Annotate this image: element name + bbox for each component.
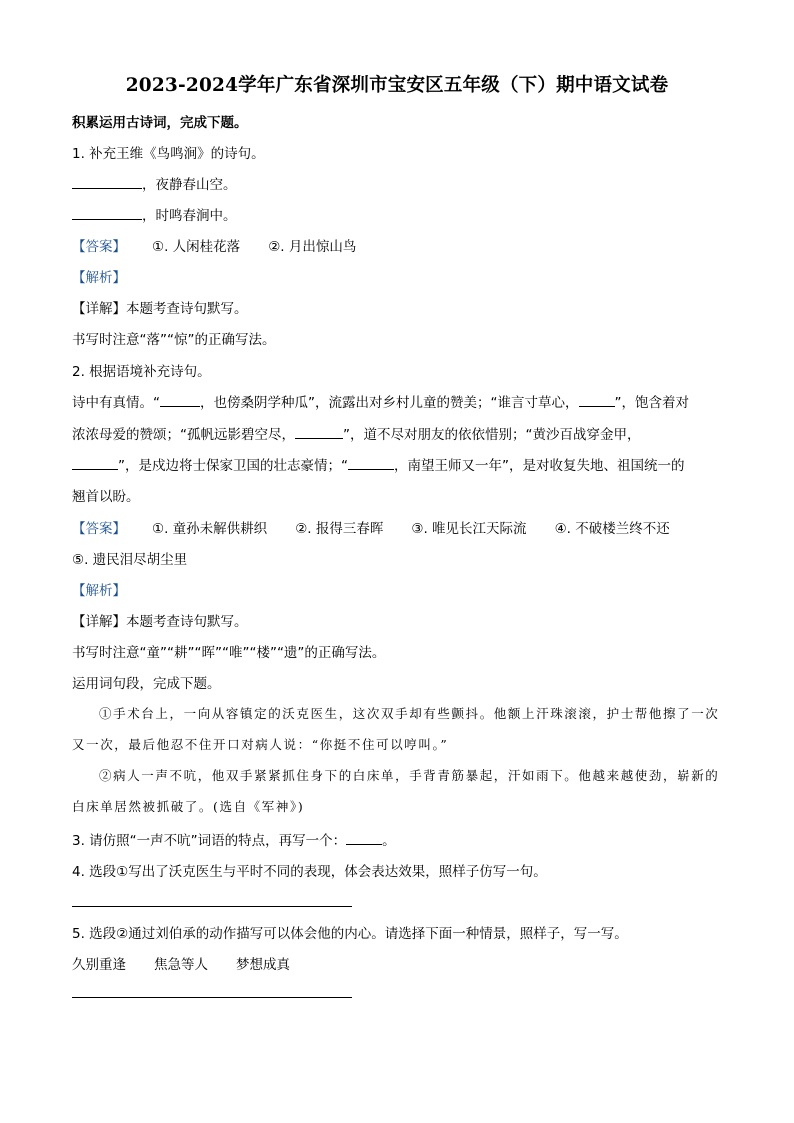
q1-answer-2: ②. 月出惊山鸟 <box>268 239 357 255</box>
q2-passage-line3 <box>72 454 685 474</box>
q2-text: ”，是戍边将士保家卫国的壮志豪情；“ <box>118 458 348 474</box>
q2-note: 书写时注意“童”“耕”“晖”“唯”“楼”“遗”的正确写法。 <box>72 645 386 661</box>
detail-tag: 【详解】 <box>72 301 126 317</box>
q4-answer-line[interactable] <box>72 906 352 907</box>
q1-answer-1: ①. 人闲桂花落 <box>152 239 241 255</box>
q3-text: 3. 请仿照“一声不吭”词语的特点，再写一个： <box>72 833 347 849</box>
q2-text: ”，道不尽对朋友的依依惜别；“黄沙百战穿金甲， <box>343 427 641 443</box>
q2-answer-5: ⑤. 遗民泪尽胡尘里 <box>72 552 188 568</box>
q1-note: 书写时注意“落”“惊”的正确写法。 <box>72 332 276 348</box>
q2-text: 浓浓母爱的赞颂；“孤帆远影碧空尽， <box>72 427 295 443</box>
q1-line2-text: ，时鸣春涧中。 <box>142 208 237 224</box>
answer-tag: 【答案】 <box>72 239 126 255</box>
q5-answer-line[interactable] <box>72 997 352 998</box>
q2-detail-text: 本题考查诗句默写。 <box>126 614 248 630</box>
q2-text: 诗中有真情。“ <box>72 395 160 411</box>
q5-stem: 5. 选段②通过刘伯承的动作描写可以体会他的内心。请选择下面一种情景，照样子，写一写。 <box>72 926 628 942</box>
q1-blank-2[interactable] <box>72 207 142 220</box>
q2-analysis-tag: 【解析】 <box>72 583 126 599</box>
q2-blank-4[interactable] <box>72 457 118 470</box>
detail-tag: 【详解】 <box>72 614 126 630</box>
q2-answer-1: ①. 童孙未解供耕织 <box>152 521 268 537</box>
q2-text: ，也傍桑阴学种瓜”，流露出对乡村儿童的赞美；“谁言寸草心， <box>200 395 579 411</box>
q3-stem <box>72 829 396 849</box>
q1-line1-text: ，夜静春山空。 <box>142 177 237 193</box>
page-title: 2023-2024学年广东省深圳市宝安区五年级（下）期中语文试卷 <box>125 75 669 96</box>
q1-detail-text: 本题考查诗句默写。 <box>126 301 248 317</box>
q5-options <box>72 953 290 973</box>
q1-blank-1[interactable] <box>72 176 142 189</box>
q2-text: ”，饱含着对 <box>614 395 689 411</box>
q1-stem: 1. 补充王维《鸟鸣涧》的诗句。 <box>72 146 265 162</box>
q1-line1 <box>72 173 237 193</box>
q1-answer <box>72 235 356 255</box>
q5-option-1: 久别重逢 <box>72 957 126 973</box>
q2-blank-1[interactable] <box>160 394 200 407</box>
q2-blank-3[interactable] <box>295 426 343 439</box>
q4-stem: 4. 选段①写出了沃克医生与平时不同的表现，体会表达效果，照样子仿写一句。 <box>72 864 547 880</box>
q2-stem: 2. 根据语境补充诗句。 <box>72 364 211 380</box>
section-heading-poetry: 积累运用古诗词，完成下题。 <box>72 115 248 131</box>
q2-blank-2[interactable] <box>579 394 615 407</box>
q5-option-2: 焦急等人 <box>154 957 208 973</box>
q1-analysis-tag: 【解析】 <box>72 270 126 286</box>
q3-blank[interactable] <box>346 832 382 845</box>
q1-detail <box>72 297 248 317</box>
q2-blank-5[interactable] <box>348 457 394 470</box>
q2-passage-line1 <box>72 391 689 411</box>
excerpt-para1-line2: 又一次，最后他忍不住开口对病人说：“你挺不住可以哼叫。” <box>72 737 449 752</box>
excerpt-para2-line1: ②病人一声不吭，他双手紧紧抓住身下的白床单，手背青筋暴起，汗如雨下。他越来越使劲，崭新的 <box>99 768 720 783</box>
q1-line2 <box>72 204 237 224</box>
q2-answer-3: ③. 唯见长江天际流 <box>411 521 527 537</box>
q2-answer-2: ②. 报得三春晖 <box>295 521 384 537</box>
q2-answer-4: ④. 不破楼兰终不还 <box>554 521 670 537</box>
excerpt-para2-line2: 白床单居然被抓破了。(选自《军神》) <box>72 799 305 814</box>
q2-answer <box>72 517 670 537</box>
section-heading-words: 运用词句段，完成下题。 <box>72 676 221 692</box>
q2-detail <box>72 610 248 630</box>
q2-text: ，南望王师又一年”，是对收复失地、祖国统一的 <box>394 458 685 474</box>
q2-passage-line4: 翘首以盼。 <box>72 489 140 505</box>
excerpt-para1-line1: ①手术台上，一向从容镇定的沃克医生，这次双手却有些颤抖。他额上汗珠滚滚，护士帮他擦了一次 <box>99 706 720 721</box>
answer-tag: 【答案】 <box>72 521 126 537</box>
q2-passage-line2 <box>72 423 641 443</box>
q3-text: 。 <box>382 833 396 849</box>
q5-option-3: 梦想成真 <box>236 957 290 973</box>
